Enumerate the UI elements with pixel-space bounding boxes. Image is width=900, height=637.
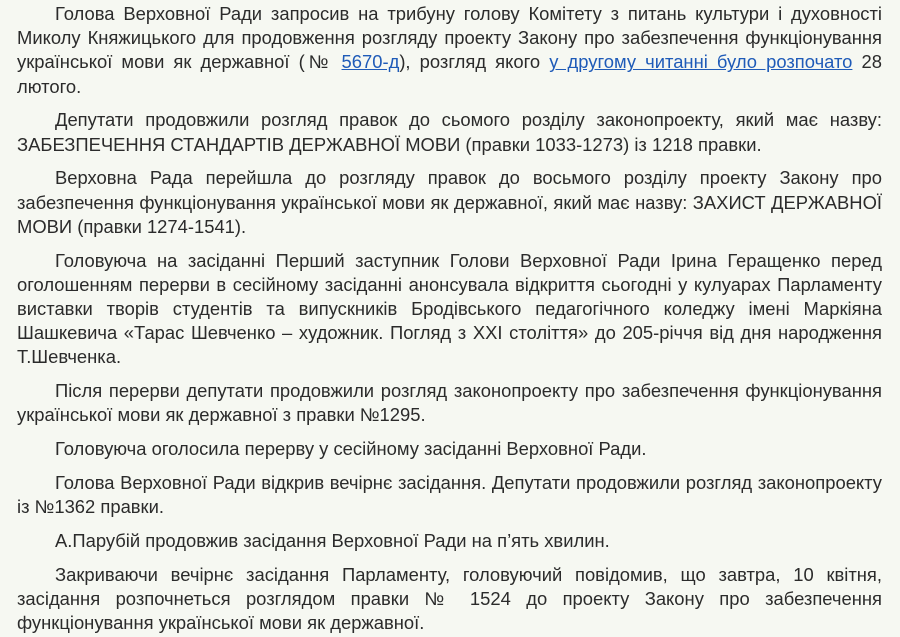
paragraph-session-start	[17, 2, 882, 99]
paragraph-break-announced: Головуюча оголосила перерву у сесійному засіданні Верховної Ради.	[55, 438, 647, 460]
bill-number-link[interactable]: 5670-д	[341, 51, 400, 73]
paragraph-evening-session: Голова Верховної Ради відкрив вечірнє засідання. Депутати продовжили розгляд законопроекту із №1362 правки.	[17, 472, 882, 518]
paragraph-session-extended: А.Парубій продовжив засідання Верховної Ради на п’ять хвилин.	[55, 530, 610, 552]
paragraph-section-eight: Верховна Рада перейшла до розгляду правок до восьмого розділу проекту Закону про забезпечення функціонування української мови як державної, який має назву: ЗАХИСТ ДЕРЖАВНОЇ МОВИ (правки 1274-1541).	[17, 167, 882, 237]
paragraph-text: Голова Верховної Ради запросив на трибуну голову Комітету з питань культури і духовності Миколу Княжицького для продовження розгляду проекту Закону про забезпечення функціонування української мови як державної (№	[17, 3, 882, 73]
paragraph-session-closing: Закриваючи вечірнє засідання Парламенту, головуючий повідомив, що завтра, 10 квітня, засідання розпочнеться розглядом правки № 1524 до проекту Закону про забезпечення функціонування української мови як державної.	[17, 563, 882, 634]
second-reading-link[interactable]: у другому читанні було розпочато	[549, 51, 853, 73]
paragraph-text: 28 лютого.	[17, 51, 882, 97]
paragraph-section-seven: Депутати продовжили розгляд правок до сьомого розділу законопроекту, який має назву: ЗАБЕЗПЕЧЕННЯ СТАНДАРТІВ ДЕРЖАВНОЇ МОВИ (правки 1033-1273) із 1218 правки.	[17, 109, 882, 155]
paragraph-text: ), розгляд якого	[399, 51, 550, 73]
paragraph-after-break: Після перерви депутати продовжили розгляд законопроекту про забезпечення функціонування української мови як державної з правки №1295.	[17, 380, 882, 426]
paragraph-exhibition-announcement: Головуюча на засіданні Перший заступник Голови Верховної Ради Ірина Геращенко перед оголошенням перерви в сесійному засіданні анонсувала відкриття сьогодні у кулуарах Парламенту виставки творів студентів та випускників Бродівського педагогічного коледжу імені Маркіяна Шашкевича «Тарас Шевченко – художник. Погляд з XXI століття» до 205-річчя від дня народження Т.Шевченка.	[17, 249, 882, 368]
